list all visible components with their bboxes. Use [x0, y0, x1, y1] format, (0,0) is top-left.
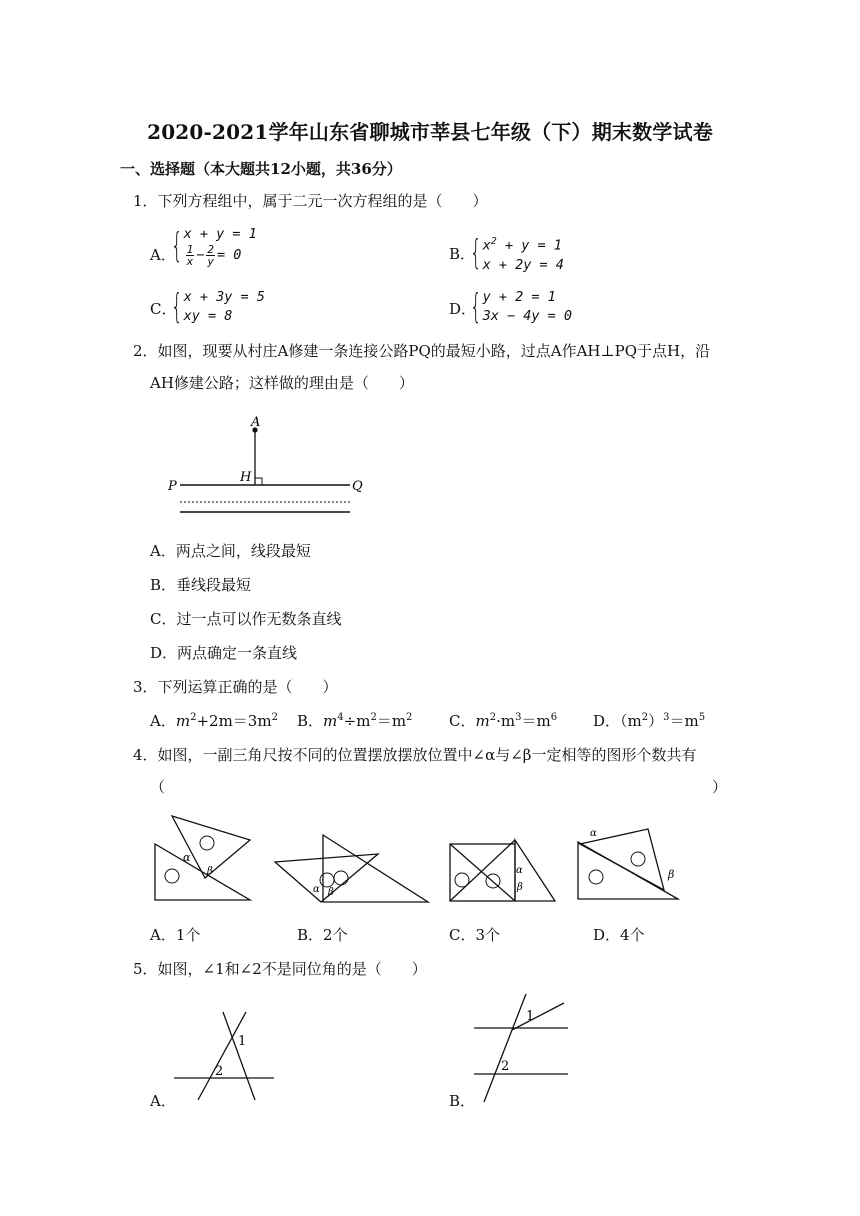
- question-3-stem: 3．下列运算正确的是（ ）: [133, 678, 338, 696]
- svg-text:α: α: [516, 865, 523, 876]
- q4-figure-b: [273, 832, 433, 907]
- q1-option-d-system: [469, 288, 572, 326]
- point-p-label: P: [168, 479, 177, 494]
- q1-option-a-system: [170, 225, 257, 267]
- q4-option-a: A．1个: [150, 926, 201, 944]
- svg-text:α: α: [183, 851, 191, 864]
- q4-paren-open: （: [150, 778, 166, 796]
- q2-road-figure: [160, 408, 380, 518]
- svg-text:β: β: [668, 868, 675, 881]
- svg-text:β: β: [517, 882, 523, 893]
- q1d-eq2: 3x − 4y = 0: [482, 308, 573, 324]
- q4-option-c: C．3个: [449, 926, 501, 944]
- question-4-stem: 4．如图，一副三角尺按不同的位置摆放摆放位置中∠α与∠β一定相等的图形个数共有: [133, 746, 697, 764]
- q5-option-b-label: B．: [449, 1092, 476, 1110]
- question-2-stem-line1: 2．如图，现要从村庄A修建一条连接公路PQ的最短小路，过点A作AH⊥PQ于点H，沿: [133, 342, 711, 360]
- q2-option-a: A．两点之间，线段最短: [150, 542, 311, 560]
- brace-icon: {: [469, 233, 482, 274]
- q1b-eq1: $x^2 + y = 1$: [482, 236, 562, 254]
- q2-option-c: C．过一点可以作无数条直线: [150, 610, 342, 628]
- q1b-eq2: x + 2y = 4: [482, 256, 564, 273]
- question-1-stem: 1．下列方程组中，属于二元一次方程组的是（ ）: [133, 192, 488, 210]
- q3-option-b: B．$m^4\div m^2=m^2$: [297, 712, 413, 730]
- page-title: 2020-2021学年山东省聊城市莘县七年级（下）期末数学试卷: [147, 120, 713, 144]
- q3-option-a: A．$m^2+2m=3m^2$: [150, 712, 278, 730]
- q3-option-d: D．$(m^2)^3=m^5$: [593, 712, 706, 730]
- brace-icon: {: [469, 287, 482, 327]
- svg-text:α: α: [590, 828, 597, 839]
- q1-option-c-label: C．: [150, 300, 177, 318]
- point-h-label: H: [240, 470, 252, 485]
- q1c-eq1: x + 3y = 5: [183, 289, 265, 305]
- brace-icon: {: [170, 226, 183, 266]
- q2-option-d: D．两点确定一条直线: [150, 644, 298, 662]
- point-q-label: Q: [352, 479, 363, 494]
- svg-text:1: 1: [238, 1034, 247, 1049]
- q2-option-b: B．垂线段最短: [150, 576, 252, 594]
- q4-figure-c: [447, 830, 562, 905]
- section-heading: 一、选择题（本大题共12小题，共36分）: [120, 160, 402, 178]
- q1-option-d-label: D．: [449, 300, 477, 318]
- q1-option-c-system: [170, 288, 265, 326]
- q1c-eq2: xy = 8: [183, 308, 233, 324]
- q1-option-b-system: [469, 232, 564, 275]
- svg-text:β: β: [328, 887, 334, 898]
- q1-option-b-label: B．: [449, 245, 476, 263]
- q1a-eq1: x + y = 1: [183, 226, 257, 242]
- svg-text:2: 2: [501, 1059, 510, 1074]
- svg-text:β: β: [207, 866, 213, 877]
- q1a-eq2: $\frac{1}{x}$ − $\frac{2}{y}$ = 0: [186, 243, 242, 268]
- q5-option-a-label: A．: [150, 1092, 176, 1110]
- svg-text:1: 1: [526, 1009, 535, 1024]
- q1d-eq1: y + 2 = 1: [482, 289, 556, 305]
- svg-text:2: 2: [215, 1064, 224, 1079]
- q4-option-b: B．2个: [297, 926, 348, 944]
- question-5-stem: 5．如图，∠1和∠2不是同位角的是（ ）: [133, 960, 427, 978]
- q3-option-c: C．$m^2\cdot m^3=m^6$: [449, 712, 558, 730]
- q4-paren-close: ）: [712, 778, 728, 796]
- q5-figure-b: [470, 990, 580, 1105]
- q1-option-a-label: A．: [150, 246, 176, 264]
- question-2-stem-line2: AH修建公路；这样做的理由是（ ）: [150, 374, 414, 392]
- q5-figure-a: [170, 1008, 280, 1103]
- q4-figure-a: [150, 810, 260, 905]
- svg-text:α: α: [313, 884, 320, 895]
- brace-icon: {: [170, 287, 183, 327]
- point-a-label: A: [251, 415, 261, 430]
- q4-option-d: D．4个: [593, 926, 645, 944]
- q4-figure-d: [576, 826, 686, 906]
